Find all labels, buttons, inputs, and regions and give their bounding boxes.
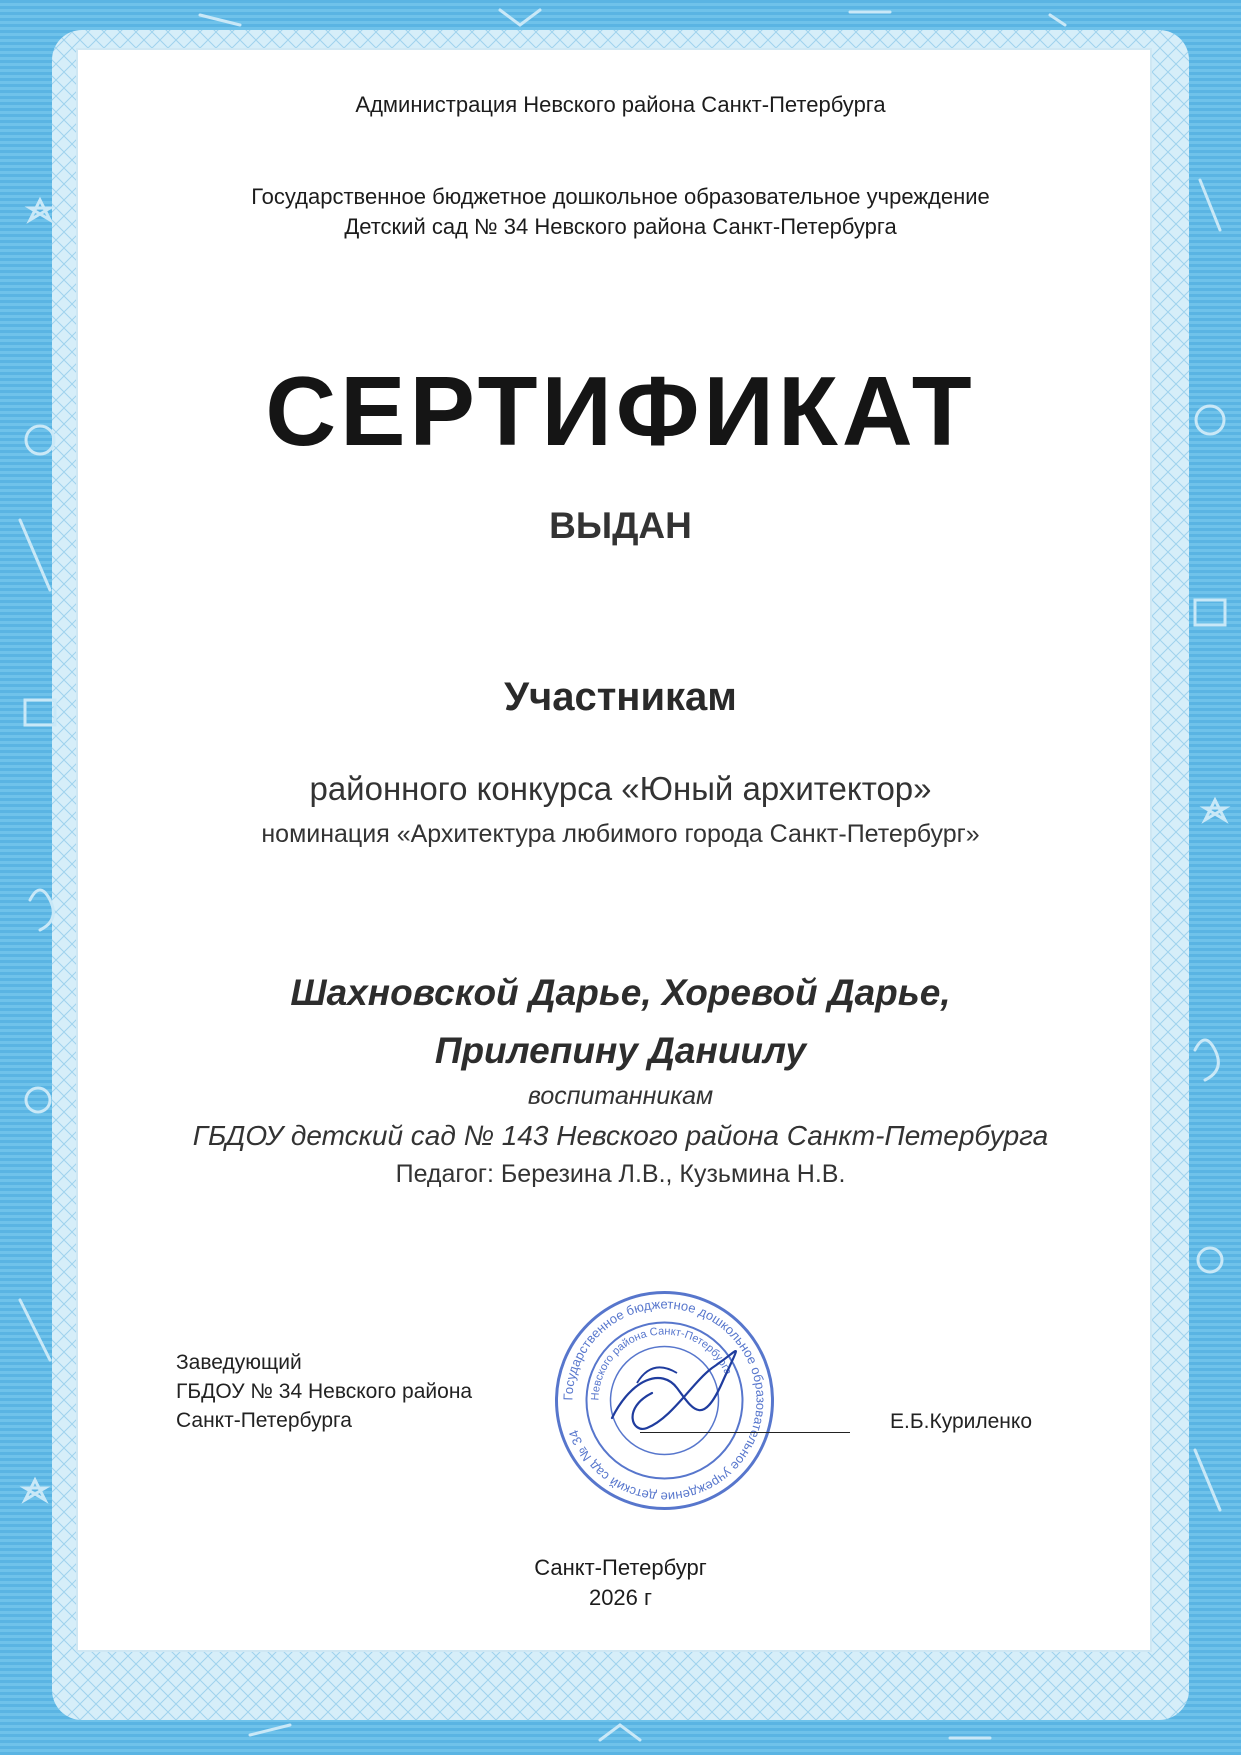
recipient-names-line2: Прилепину Даниилу bbox=[434, 1030, 807, 1071]
signer-position-line3: Санкт-Петербурга bbox=[176, 1409, 352, 1432]
signer-name: Е.Б.Куриленко bbox=[890, 1410, 1032, 1433]
organization-stamp bbox=[552, 1288, 777, 1513]
administration-title: Администрация Невского района Санкт-Петербурга bbox=[355, 92, 886, 117]
certificate-title: СЕРТИФИКАТ bbox=[265, 356, 976, 466]
contest-name: районного конкурса «Юный архитектор» bbox=[309, 770, 932, 807]
teacher-names: Педагог: Березина Л.В., Кузьмина Н.В. bbox=[395, 1160, 846, 1188]
nomination-name: номинация «Архитектура любимого города Санкт-Петербург» bbox=[261, 820, 980, 848]
signer-position-line1: Заведующий bbox=[176, 1351, 302, 1374]
school-name: ГБДОУ детский сад № 143 Невского района Санкт-Петербурга bbox=[192, 1120, 1049, 1151]
organization-name-line2: Детский сад № 34 Невского района Санкт-Петербурга bbox=[344, 214, 897, 239]
svg-text:Государственное бюджетное дошк: Государственное бюджетное дошкольное образовательное учреждение детский сад № 34 bbox=[560, 1296, 769, 1505]
city-label: Санкт-Петербург bbox=[534, 1555, 707, 1580]
recipients-label: Участникам bbox=[504, 675, 737, 719]
year-label: 2026 г bbox=[588, 1585, 653, 1610]
signature-line bbox=[640, 1432, 850, 1433]
recipient-names-line1: Шахновской Дарье, Хоревой Дарье, bbox=[290, 972, 951, 1013]
svg-text:Невского района Санкт-Петербур: Невского района Санкт-Петербурга bbox=[589, 1325, 734, 1401]
signer-position bbox=[176, 1348, 472, 1435]
pupils-label: воспитанникам bbox=[527, 1082, 714, 1110]
issued-label: ВЫДАН bbox=[549, 505, 692, 546]
signer-position-line2: ГБДОУ № 34 Невского района bbox=[176, 1380, 473, 1403]
organization-name-line1: Государственное бюджетное дошкольное образовательное учреждение bbox=[251, 184, 990, 209]
